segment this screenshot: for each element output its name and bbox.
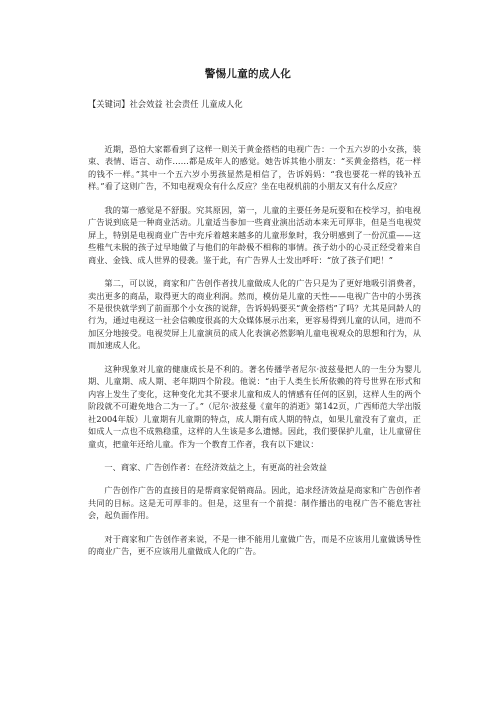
paragraph-recommendation: 对于商家和广告创作者来说，不是一律不能用儿童做广告，而是不应该用儿童做诱导性的商业广告，更不应该用儿童做成人化的广告。 [88, 533, 421, 557]
paragraph-second-reason: 第二，可以说，商家和广告创作者找儿童做成人化的广告只是为了更好地吸引消费者，卖出更多的商品，取得更大的商业利润。然而，模仿是儿童的天性——电视广告中的小男孩不是很快就学到了前面那个小女孩的说辞，告诉妈妈要买“黄金搭档”了吗？尤其是同龄人的行为，通过电视这一社会信赖度很高的大众媒体展示出来，更容易得到儿童的认同，进而不加区分地接受。电视荧屏上儿童演员的成人化表演必然影响儿童电视观众的思想和行为，从而加速成人化。 [88, 278, 421, 351]
page-title: 警惕儿童的成人化 [204, 68, 292, 80]
paragraph-harm: 这种现象对儿童的健康成长是不利的。著名传播学者尼尔·波兹曼把人的一生分为婴儿期、儿童期、成人期、老年期四个阶段。他说：“由于人类生长所依赖的符号世界在形式和内容上发生了变化，这种变化尤其不要求儿童和成人的情感有任何的区别，这样人生的两个阶段就不可避免地合二为一了。”（尼尔·波兹曼《童年的消逝》第142页，广西师范大学出版社2004年版）儿童期有儿童期的特点，成人期有成人期的特点，如果儿童没有了童贞，正如成人一点也不成熟稳重，这样的人生该是多么遗憾。因此，我们要保护儿童，让儿童留住童贞，把童年还给儿童。作为一个教育工作者，我有以下建议： [88, 363, 421, 449]
paragraph-first-reason: 我的第一感觉是不舒服。究其原因，第一，儿童的主要任务是玩耍和在校学习，拍电视广告说到底是一种商业活动。儿童适当参加一些商业演出活动本来无可厚非，但是当电视荧屏上，特别是电视商业广告中充斥着越来越多的儿童形象时，我分明感到了一份沉重——这些稚气未脱的孩子过早地做了与他们的年龄极不相称的事情。孩子幼小的心灵正经受着来自商业、金钱、成人世界的侵袭。鉴于此，有广告界人士发出呼吁：“放了孩子们吧！” [88, 204, 421, 265]
keywords-line: 【关键词】社会效益 社会责任 儿童成人化 [88, 99, 243, 109]
paragraph-commercial-purpose: 广告创作广告的直接目的是帮商家促销商品。因此，追求经济效益是商家和广告创作者共同的目标。这是无可厚非的。但是，这里有一个前提：制作播出的电视广告不能危害社会，起负面作用。 [88, 485, 421, 521]
section-heading-1: 一、商家、广告创作者：在经济效益之上，有更高的社会效益 [104, 461, 327, 472]
article-body [88, 143, 421, 558]
paragraph-intro: 近期，恐怕大家都看到了这样一则关于黄金搭档的电视广告：一个五六岁的小女孩，装束、表情、语言、动作……都是成年人的感觉。她告诉其他小朋友：“买黄金搭档，花一样的钱不一样。”其中一个五六岁小男孩显然是相信了，告诉妈妈：“我也要花一样的钱补五样。”看了这则广告，不知电视观众有什么反应？坐在电视机前的小朋友又有什么反应？ [88, 144, 421, 192]
